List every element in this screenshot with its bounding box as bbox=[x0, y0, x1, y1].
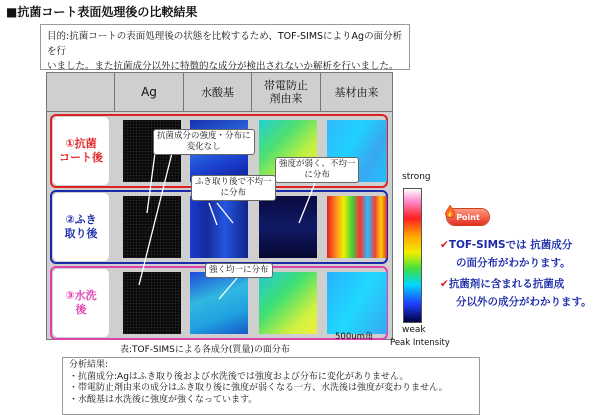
arrow-hydroxyl-wiping-1 bbox=[209, 203, 217, 225]
check-icon: ✔ bbox=[440, 278, 449, 290]
arrow-hydroxyl-washing bbox=[219, 278, 237, 299]
colorbar-strong-label: strong bbox=[402, 172, 431, 182]
table-caption: 表:TOF-SIMSによる各成分(質量)の面分布 bbox=[120, 345, 290, 355]
intensity-colorbar bbox=[403, 188, 422, 323]
purpose-line-1: 目的:抗菌コートの表面処理後の状態を比較するため、TOF-SIMSによりAgの面分析を行 bbox=[47, 31, 403, 57]
point-bullet-2 bbox=[440, 276, 564, 293]
colorbar-title: Peak Intensity bbox=[390, 338, 450, 348]
point-bullet-2-line-2: 分以外の成分がわかります。 bbox=[456, 296, 592, 308]
column-header-antistatic: 帯電防止 剤由来 bbox=[252, 73, 321, 111]
point-badge-label: Point bbox=[456, 212, 480, 222]
tof-sims-comparison-table bbox=[46, 72, 393, 340]
arrow-ag-washing bbox=[139, 153, 172, 285]
callout-antistatic-weak: 強度が弱く、不均一 に分布 bbox=[275, 157, 359, 183]
column-header-substrate: 基材由来 bbox=[334, 85, 379, 99]
arrow-antistatic-wiping bbox=[299, 183, 315, 223]
analysis-heading: 分析結果: bbox=[69, 360, 109, 370]
point-bullet-1-line-1: TOF-SIMSでは 抗菌成分 bbox=[448, 239, 573, 251]
analysis-line-2: ・帯電防止剤由来の成分はふき取り後に強度が弱くなる一方、水洗後は強度が変わりません。 bbox=[69, 383, 448, 393]
point-bullet-1-line-2: の面分布がわかります。 bbox=[456, 257, 571, 269]
row-label-after-washing: ③水洗 後 bbox=[53, 269, 109, 337]
callout-hydroxyl-wiping: ふき取り後で不均一 に分布 bbox=[191, 175, 276, 201]
scale-note: 500um角 bbox=[335, 332, 374, 342]
arrow-hydroxyl-wiping-2 bbox=[217, 203, 233, 223]
check-icon: ✔ bbox=[440, 239, 449, 251]
callout-ag-unchanged: 抗菌成分の強度・分布に 変化なし bbox=[153, 129, 255, 155]
arrow-ag-wiping bbox=[147, 153, 155, 213]
purpose-box bbox=[40, 24, 410, 70]
callout-hydroxyl-strong: 強く均一に分布 bbox=[205, 263, 273, 278]
point-bullet-2-line-1: 抗菌剤に含まれる抗菌成 bbox=[448, 278, 565, 290]
analysis-line-1: ・抗菌成分:Agはふき取り後および水洗後では強度および分布に変化がありません。 bbox=[69, 371, 409, 382]
row-label-after-coating: ①抗菌 コート後 bbox=[53, 117, 109, 185]
column-header-ag: Ag bbox=[115, 73, 184, 111]
analysis-line-3: ・水酸基は水洗後に強度が強くなっています。 bbox=[69, 394, 258, 405]
purpose-line-2: いました。また抗菌成分以外に特徴的な成分が検出されないか解析を行いました。 bbox=[47, 61, 399, 72]
colorbar-weak-label: weak bbox=[402, 325, 426, 335]
analysis-results-box bbox=[62, 357, 480, 415]
callout-arrows bbox=[47, 73, 392, 339]
point-bullet-1 bbox=[440, 237, 572, 254]
row-label-after-wiping: ②ふき 取り後 bbox=[53, 193, 109, 261]
flame-icon bbox=[444, 205, 456, 219]
column-header-hydroxyl: 水酸基 bbox=[184, 73, 252, 111]
page-title: ■抗菌コート表面処理後の比較結果 bbox=[6, 5, 198, 19]
